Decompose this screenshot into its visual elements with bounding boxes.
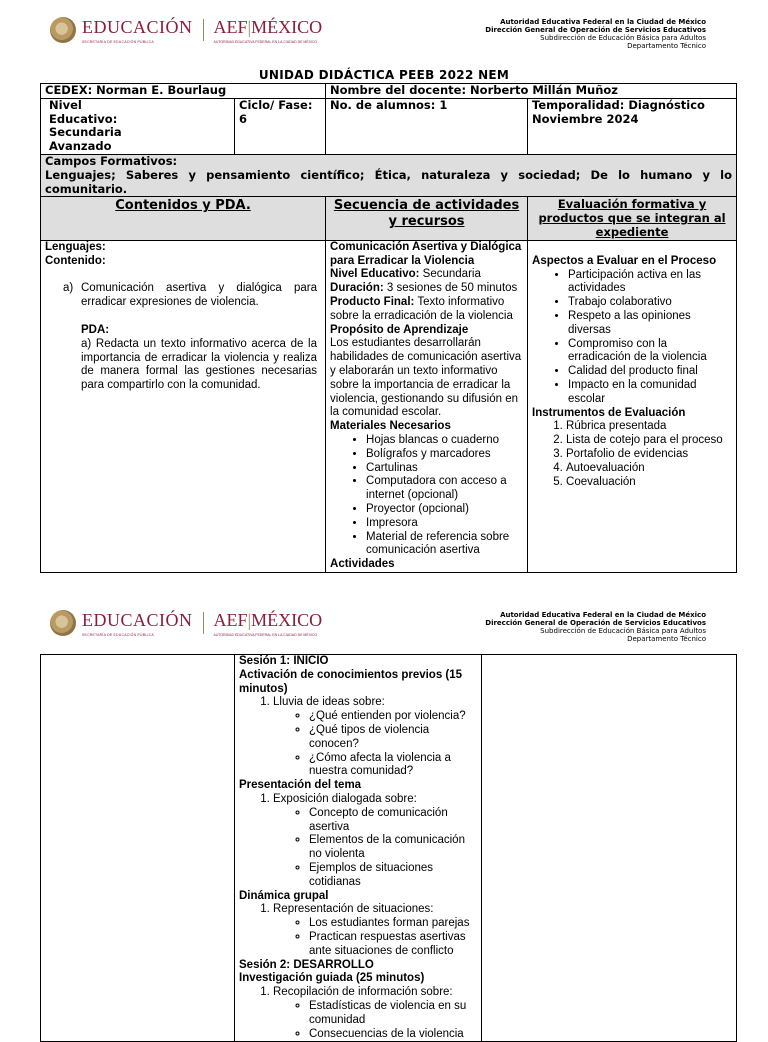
col1-header: Contenidos y PDA. bbox=[41, 197, 326, 240]
alumnos-cell: No. de alumnos: 1 bbox=[326, 98, 528, 154]
evaluation-cell: Aspectos a Evaluar en el Proceso • Participación activa en las actividades • Trabajo colaborativo • Respeto a las opiniones diversas • Compromiso con la erradicación de la violencia • Calidad del producto final • Impacto en la comunidad escolar Instrumentos de Evaluación 1. Rúbrica presentada 2. Lista de cotejo para el proceso 3. Portafolio de evidencias 4. Autoevaluación 5. Coevaluación bbox=[528, 240, 737, 572]
col2-header: Secuencia de actividades y recursos bbox=[326, 197, 528, 240]
content-item-a: a) Comunicación asertiva y dialógica para erradicar expresiones de violencia. bbox=[63, 282, 318, 309]
evaluation-cell-empty bbox=[482, 655, 737, 1042]
aef-sub: AUTORIDAD EDUCATIVA FEDERAL EN LA CIUDAD DE MÉXICO bbox=[213, 39, 318, 44]
sep-logo bbox=[50, 17, 322, 44]
logo-sub: SECRETARÍA DE EDUCACIÓN PÚBLICA bbox=[82, 39, 154, 44]
nivel-cell: Nivel Educativo: Secundaria Avanzado bbox=[41, 98, 235, 154]
national-seal-icon bbox=[50, 17, 76, 43]
didactic-table-continued bbox=[40, 654, 737, 1042]
logo-main: EDUCACIÓN bbox=[82, 17, 193, 37]
materials-list: • Hojas blancas o cuaderno • Bolígrafos y marcadores • Cartulinas • Computadora con acceso a internet (opcional) • Proyector (opcional) • Impresora • Material de referencia sobre comunicación asertiva bbox=[330, 434, 523, 558]
page-header-2 bbox=[40, 608, 706, 648]
temporalidad-cell: Temporalidad: Diagnóstico Noviembre 2024 bbox=[528, 98, 737, 154]
cedex-cell: CEDEX: Norman E. Bourlaug bbox=[41, 84, 326, 99]
sequence-cell-continued: Sesión 1: INICIO Activación de conocimientos previos (15 minutos) 1. Lluvia de ideas sobre: ◦ ¿Qué entienden por violencia? ◦ ¿Qué tipos de violencia conocen? ◦ ¿Cómo afecta la violencia a nuestra comunidad? Presentación del tema 1. Exposición dialogada sobre: ◦ Concepto de comunicación asertiva ◦ Elementos de la comunicación no violenta ◦ Ejemplos de situaciones cotidianas Dinámica grupal 1. Representación de situaciones: ◦ Los estudiantes forman parejas ◦ Practican respuestas asertivas ante situaciones de conflicto Sesión 2: DESARROLLO Investigación guiada (25 minutos) 1. Recopilación de información sobre: ◦ Estadísticas de violencia en su comunidad ◦ Consecuencias de la violencia bbox=[235, 655, 482, 1042]
didactic-table bbox=[40, 83, 737, 573]
docente-cell: Nombre del docente: Norberto Millán Muñoz bbox=[326, 84, 737, 99]
document-title: UNIDAD DIDÁCTICA PEEB 2022 NEM bbox=[258, 68, 510, 82]
authority-block: Autoridad Educativa Federal en la Ciudad de México Dirección General de Operación de Servicios Educativos Subdirección de Educación Básica para Adultos Departamento Técnico bbox=[485, 18, 706, 51]
content-cell-empty bbox=[41, 655, 235, 1042]
logo-divider bbox=[203, 19, 204, 41]
aef-logo: AEF|MÉXICO bbox=[213, 17, 323, 37]
content-cell: Lenguajes: Contenido: a) Comunicación asertiva y dialógica para erradicar expresiones de violencia. PDA: a) Redacta un texto informativo acerca de la importancia de erradicar la violencia y realiza de manera formal las gestiones necesarias para compartirlo con la comunidad. bbox=[41, 240, 326, 572]
col3-header: Evaluación formativa y productos que se integran al expediente bbox=[528, 197, 737, 240]
sep-logo-2: EDUCACIÓN SECRETARÍA DE EDUCACIÓN PÚBLICA AEF|MÉXICO AUTORIDAD EDUCATIVA FEDERAL EN LA CIUDAD DE MÉXICO bbox=[50, 610, 322, 637]
pda-text: a) Redacta un texto informativo acerca de la importancia de erradicar la violencia y realiza de manera formal las gestiones necesarias para compartirlo con la comunidad. bbox=[81, 337, 318, 392]
aspects-list: • Participación activa en las actividades • Trabajo colaborativo • Respeto a las opiniones diversas • Compromiso con la erradicación de la violencia • Calidad del producto final • Impacto en la comunidad escolar bbox=[532, 269, 732, 407]
ciclo-cell: Ciclo/ Fase: 6 bbox=[235, 98, 326, 154]
authority-block-2: Autoridad Educativa Federal en la Ciudad de México Dirección General de Operación de Servicios Educativos Subdirección de Educación Básica para Adultos Departamento Técnico bbox=[485, 611, 706, 644]
sequence-cell: Comunicación Asertiva y Dialógica para Erradicar la Violencia Nivel Educativo: Secundaria Duración: 3 sesiones de 50 minutos Producto Final: Texto informativo sobre la erradicación de la violencia Propósito de Aprendizaje Los estudiantes desarrollarán habilidades de comunicación asertiva y elaborarán un texto informativo sobre la importancia de erradicar la violencia, gestionando su difusión en la comunidad escolar. Materiales Necesarios • Hojas blancas o cuaderno • Bolígrafos y marcadores • Cartulinas • Computadora con acceso a internet (opcional) • Proyector (opcional) • Impresora • Material de referencia sobre comunicación asertiva Actividades bbox=[326, 240, 528, 572]
campos-cell: Campos Formativos: Lenguajes; Saberes y pensamiento científico; Ética, naturaleza y sociedad; De lo humano y lo comunitario. bbox=[41, 154, 737, 196]
page-header bbox=[40, 15, 706, 55]
national-seal-icon bbox=[50, 610, 76, 636]
instruments-list: 1. Rúbrica presentada 2. Lista de cotejo para el proceso 3. Portafolio de evidencias 4. Autoevaluación 5. Coevaluación bbox=[532, 420, 732, 489]
